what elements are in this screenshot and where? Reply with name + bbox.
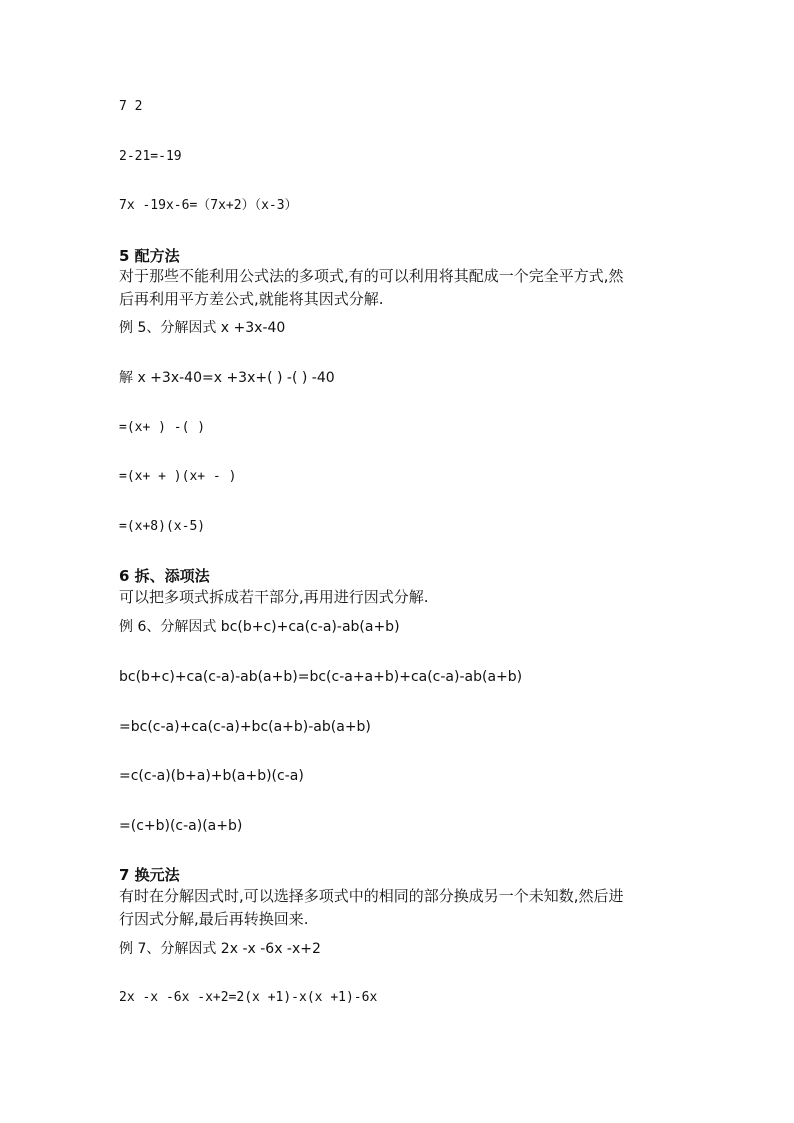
solution-line: =(x+ + )(x+ - ): [119, 469, 237, 484]
section-heading-7: 7 换元法: [119, 866, 180, 884]
section-heading-5: 5 配方法: [119, 247, 180, 265]
solution-line: 2x -x -6x -x+2=2(x +1)-x(x +1)-6x: [119, 990, 378, 1005]
example-title-7: 例 7、分解因式 2x -x -6x -x+2: [119, 941, 321, 957]
solution-line: bc(b+c)+ca(c-a)-ab(a+b)=bc(c-a+a+b)+ca(c-a)-ab(a+b): [119, 669, 523, 685]
math-line: 7 2: [119, 99, 143, 114]
example-title-5: 例 5、分解因式 x +3x-40: [119, 320, 286, 336]
solution-line: =(x+8)(x-5): [119, 519, 206, 534]
paragraph-line: 行因式分解,最后再转换回来.: [119, 910, 309, 928]
paragraph-line: 可以把多项式拆成若干部分,再用进行因式分解.: [119, 588, 429, 606]
paragraph-line: 有时在分解因式时,可以选择多项式中的相同的部分换成另一个未知数,然后进: [119, 887, 624, 905]
section-heading-6: 6 拆、添项法: [119, 567, 210, 585]
solution-line: =(x+ ) -( ): [119, 420, 206, 435]
paragraph-line: 后再利用平方差公式,就能将其因式分解.: [119, 290, 384, 308]
math-line: 2-21=-19: [119, 149, 182, 164]
solution-line: =c(c-a)(b+a)+b(a+b)(c-a): [119, 768, 304, 784]
solution-line: =(c+b)(c-a)(a+b): [119, 818, 243, 834]
example-title-6: 例 6、分解因式 bc(b+c)+ca(c-a)-ab(a+b): [119, 619, 400, 635]
paragraph-line: 对于那些不能利用公式法的多项式,有的可以利用将其配成一个完全平方式,然: [119, 267, 624, 285]
math-line: 7x -19x-6=（7x+2）（x-3）: [119, 198, 298, 213]
solution-line: 解 x +3x-40=x +3x+( ) -( ) -40: [119, 370, 335, 386]
solution-line: =bc(c-a)+ca(c-a)+bc(a+b)-ab(a+b): [119, 719, 371, 735]
